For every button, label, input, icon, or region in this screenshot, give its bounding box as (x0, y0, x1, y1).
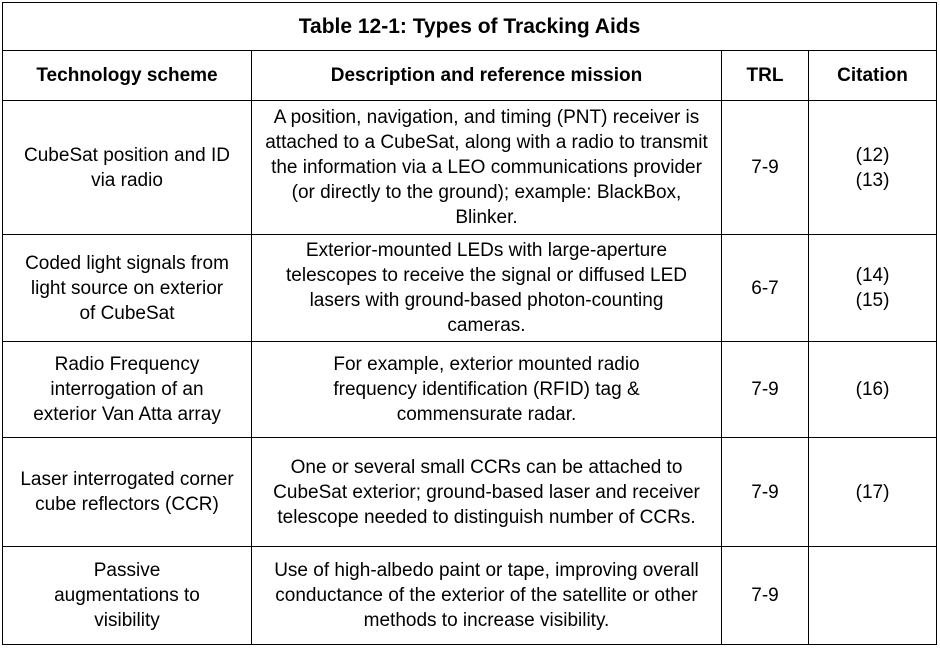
citation: (14) (855, 265, 890, 286)
citation: (15) (855, 290, 890, 311)
table-row (3, 101, 937, 235)
trl-cell: 7-9 (722, 438, 809, 547)
scheme-cell: CubeSat position and ID via radio (3, 101, 252, 235)
table-row (3, 342, 937, 438)
header-trl: TRL (722, 51, 809, 101)
citation: (13) (855, 169, 890, 191)
description-cell: For example, exterior mounted radio frequency identification (RFID) tag & commensurate radar. (252, 342, 722, 438)
scheme-cell: Radio Frequency interrogation of an exterior Van Atta array (3, 342, 252, 438)
citation: (12) (855, 144, 890, 166)
citation: (17) (855, 481, 890, 503)
header-citation: Citation (809, 51, 937, 101)
scheme-cell: Passive augmentations to visibility (3, 547, 252, 645)
description-cell: Use of high-albedo paint or tape, improving overall conductance of the exterior of the satellite or other methods to increase visibility. (252, 547, 722, 645)
citation-cell (809, 342, 937, 438)
table-row (3, 438, 937, 547)
scheme-cell: Laser interrogated corner cube reflectors (CCR) (3, 438, 252, 547)
description-cell: Exterior-mounted LEDs with large-aperture telescopes to receive the signal or diffused LED lasers with ground-based photon-counting cameras. (252, 235, 722, 342)
header-description: Description and reference mission (252, 51, 722, 101)
trl-cell: 6-7 (722, 235, 809, 342)
table-row (3, 547, 937, 645)
description-cell: One or several small CCRs can be attached to CubeSat exterior; ground-based laser and receiver telescope needed to distinguish number of CCRs. (252, 438, 722, 547)
trl-cell: 7-9 (722, 342, 809, 438)
citation-cell (809, 235, 937, 342)
table-title: Table 12-1: Types of Tracking Aids (3, 3, 937, 51)
citation-cell (809, 547, 937, 645)
citation: (16) (855, 379, 890, 400)
citation-cell (809, 438, 937, 547)
citation-cell (809, 101, 937, 235)
header-row (3, 51, 937, 101)
header-technology-scheme: Technology scheme (3, 51, 252, 101)
trl-cell: 7-9 (722, 101, 809, 235)
tracking-aids-table (2, 2, 937, 645)
scheme-cell: Coded light signals from light source on exterior of CubeSat (3, 235, 252, 342)
description-cell: A position, navigation, and timing (PNT) receiver is attached to a CubeSat, along with a radio to transmit the information via a LEO communications provider (or directly to the ground); example: BlackBox, Blinker. (252, 101, 722, 235)
table-row (3, 235, 937, 342)
trl-cell: 7-9 (722, 547, 809, 645)
